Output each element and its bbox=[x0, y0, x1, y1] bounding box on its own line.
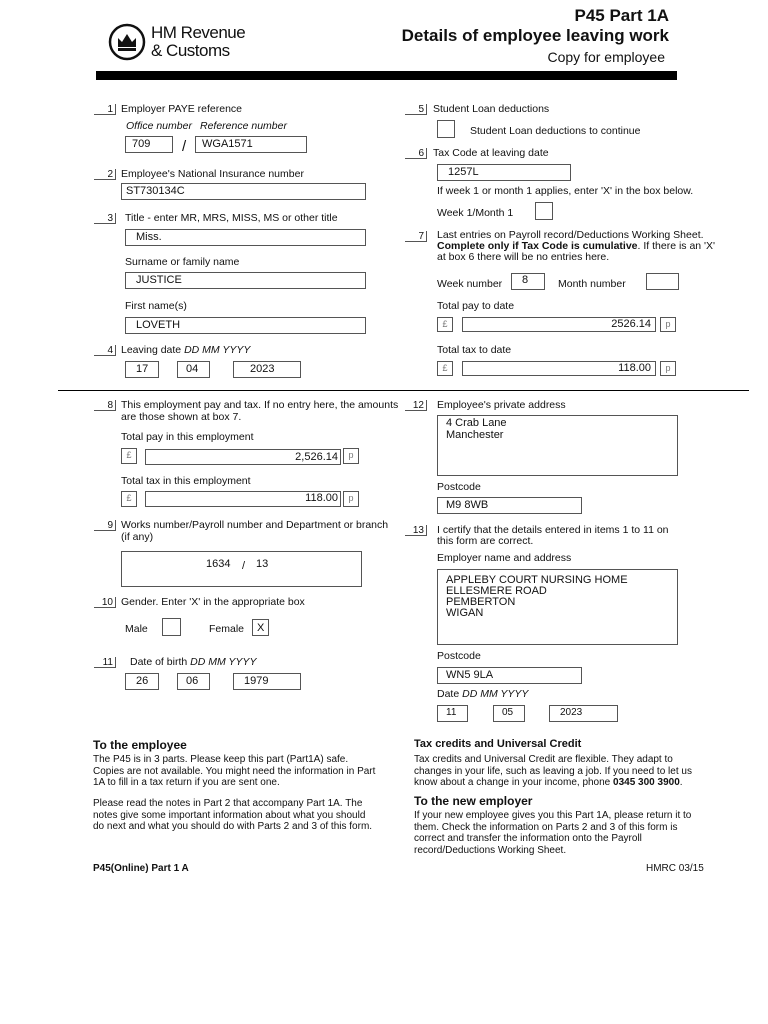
title-field[interactable]: Miss. bbox=[125, 229, 366, 246]
tax-employment-pence: p bbox=[343, 491, 359, 507]
box8-label: This employment pay and tax. If no entry here, the amounts are those shown at box 7. bbox=[121, 399, 399, 423]
works-number-field[interactable] bbox=[121, 551, 362, 587]
week1-checkbox[interactable] bbox=[535, 202, 553, 220]
works-number: 1634 bbox=[206, 558, 231, 570]
address-line-2: Manchester bbox=[446, 429, 504, 441]
certify-year-field[interactable]: 2023 bbox=[549, 705, 618, 722]
box2-label: Employee's National Insurance number bbox=[121, 168, 304, 180]
box-number-8: 8 bbox=[94, 400, 116, 411]
works-slash: / bbox=[242, 560, 246, 572]
pay-to-date-field[interactable]: 2526.14 bbox=[462, 317, 656, 332]
dob-label bbox=[130, 656, 256, 668]
week-number-field[interactable]: 8 bbox=[511, 273, 545, 290]
week1-label: Week 1/Month 1 bbox=[437, 207, 514, 219]
leaving-date-format: DD MM YYYY bbox=[184, 344, 251, 356]
box-number-1: 1 bbox=[94, 104, 116, 115]
certify-date-text: Date bbox=[437, 688, 460, 700]
new-employer-text: If your new employee gives you this Part 1A, please return it to them. Check the information on Parts 2 and 3 of this form is correct and transfer the information onto the Payroll record/Deductions Working Sheet. bbox=[414, 810, 692, 856]
certify-month-field[interactable]: 05 bbox=[493, 705, 525, 722]
private-address-field[interactable] bbox=[437, 415, 678, 476]
certify-date-label bbox=[437, 688, 528, 700]
tax-code-field[interactable]: 1257L bbox=[437, 164, 571, 181]
female-label: Female bbox=[209, 623, 245, 635]
address-line-1: 4 Crab Lane bbox=[446, 417, 507, 429]
tax-credits-end: . bbox=[679, 777, 683, 788]
total-tax-to-date-label: Total tax to date bbox=[437, 344, 512, 356]
box6-label: Tax Code at leaving date bbox=[433, 147, 549, 159]
box-number-7: 7 bbox=[405, 231, 427, 242]
box7-line2-bold: Complete only if Tax Code is cumulative bbox=[437, 240, 638, 252]
dob-format: DD MM YYYY bbox=[190, 656, 257, 668]
pay-to-date-pence: p bbox=[660, 317, 676, 332]
ref-slash: / bbox=[182, 138, 187, 155]
surname-label: Surname or family name bbox=[125, 256, 240, 268]
leaving-date-text: Leaving date bbox=[121, 344, 182, 356]
tax-to-date-pence: p bbox=[660, 361, 676, 376]
header-rule bbox=[96, 71, 677, 80]
pay-employment-pence: p bbox=[343, 448, 359, 464]
leaving-year-field[interactable]: 2023 bbox=[233, 361, 301, 378]
hmrc-version: HMRC 03/15 bbox=[646, 863, 704, 874]
month-number-field[interactable] bbox=[646, 273, 679, 290]
dob-day-field[interactable]: 26 bbox=[125, 673, 159, 690]
student-loan-continue-label: Student Loan deductions to continue bbox=[470, 125, 641, 137]
tax-credits-phone: 0345 300 3900 bbox=[613, 777, 680, 788]
box5-label: Student Loan deductions bbox=[433, 103, 550, 115]
pay-employment-field[interactable]: 2,526.14 bbox=[145, 449, 341, 465]
dob-year-field[interactable]: 1979 bbox=[233, 673, 301, 690]
office-number-field[interactable]: 709 bbox=[125, 136, 173, 153]
box-number-11: 11 bbox=[94, 657, 116, 668]
employer-postcode-label: Postcode bbox=[437, 650, 481, 662]
tax-credits-heading: Tax credits and Universal Credit bbox=[414, 738, 582, 750]
employer-line-1: APPLEBY COURT NURSING HOME bbox=[446, 574, 628, 586]
employer-address-field[interactable] bbox=[437, 569, 678, 645]
page-subtitle: Copy for employee bbox=[547, 49, 665, 65]
new-employer-heading: To the new employer bbox=[414, 794, 533, 808]
box-number-3: 3 bbox=[94, 213, 116, 224]
employer-address-label: Employer name and address bbox=[437, 552, 572, 564]
reference-number-field[interactable]: WGA1571 bbox=[195, 136, 307, 153]
form-reference: P45(Online) Part 1 A bbox=[93, 863, 189, 874]
employee-heading: To the employee bbox=[93, 738, 187, 752]
certify-date-format: DD MM YYYY bbox=[462, 688, 529, 700]
department: 13 bbox=[256, 558, 269, 570]
employee-paragraph-1: The P45 is in 3 parts. Please keep this part (Part1A) safe. Copies are not available. You might need the information in Part 1A to fill in a tax return if you are sent one. bbox=[93, 754, 376, 788]
logo-text: HM Revenue & Customs bbox=[151, 23, 246, 60]
box7-line1: Last entries on Payroll record/Deductions Working Sheet. bbox=[437, 229, 704, 241]
reference-number-label: Reference number bbox=[200, 120, 287, 132]
tax-employment-field[interactable]: 118.00 bbox=[145, 491, 341, 507]
pay-to-date-pound: £ bbox=[437, 317, 453, 332]
box10-label: Gender. Enter 'X' in the appropriate box bbox=[121, 596, 305, 608]
box13-line2: this form are correct. bbox=[437, 535, 534, 547]
box13-line1: I certify that the details entered in items 1 to 11 on bbox=[437, 524, 669, 536]
section-divider bbox=[58, 390, 749, 391]
surname-field[interactable]: JUSTICE bbox=[125, 272, 366, 289]
box-number-2: 2 bbox=[94, 169, 116, 180]
leaving-date-label bbox=[121, 344, 250, 356]
box9-label: Works number/Payroll number and Department or branch (if any) bbox=[121, 519, 389, 543]
form-code: P45 Part 1A bbox=[574, 6, 669, 25]
week1-note: If week 1 or month 1 applies, enter 'X' in the box below. bbox=[437, 185, 694, 197]
month-number-label: Month number bbox=[558, 278, 626, 290]
ni-number-field[interactable]: ST730134C bbox=[121, 183, 366, 200]
tax-employment-pound: £ bbox=[121, 491, 137, 507]
page-title: Details of employee leaving work bbox=[401, 26, 669, 45]
total-pay-employment-label: Total pay in this employment bbox=[121, 431, 254, 443]
employer-line-2: ELLESMERE ROAD bbox=[446, 585, 547, 597]
pay-employment-pound: £ bbox=[121, 448, 137, 464]
employer-line-4: WIGAN bbox=[446, 607, 484, 619]
total-tax-employment-label: Total tax in this employment bbox=[121, 475, 251, 487]
box1-label: Employer PAYE reference bbox=[121, 103, 242, 115]
box-number-9: 9 bbox=[94, 520, 116, 531]
box-number-6: 6 bbox=[405, 148, 427, 159]
box-number-10: 10 bbox=[94, 597, 116, 608]
tax-credits-text bbox=[414, 754, 709, 789]
box-number-13: 13 bbox=[405, 525, 427, 536]
week-number-label: Week number bbox=[437, 278, 503, 290]
dob-text: Date of birth bbox=[130, 656, 188, 668]
student-loan-checkbox[interactable] bbox=[437, 120, 455, 138]
total-pay-to-date-label: Total pay to date bbox=[437, 300, 515, 312]
box-number-5: 5 bbox=[405, 104, 427, 115]
crown-crest-icon bbox=[108, 22, 146, 62]
private-postcode-field[interactable]: M9 8WB bbox=[437, 497, 582, 514]
employer-line-3: PEMBERTON bbox=[446, 596, 516, 608]
leaving-day-field[interactable]: 17 bbox=[125, 361, 159, 378]
employer-postcode-field[interactable]: WN5 9LA bbox=[437, 667, 582, 684]
employee-paragraph-2: Please read the notes in Part 2 that accompany Part 1A. The notes give some important information about what you should do next and what you should do with Parts 2 and 3 of this form. bbox=[93, 798, 373, 832]
box-number-12: 12 bbox=[405, 400, 427, 411]
postcode-label: Postcode bbox=[437, 481, 481, 493]
certify-day-field[interactable]: 11 bbox=[437, 705, 468, 722]
box3-label: Title - enter MR, MRS, MISS, MS or other title bbox=[125, 212, 338, 224]
box-number-4: 4 bbox=[94, 345, 116, 356]
tax-to-date-pound: £ bbox=[437, 361, 453, 376]
office-number-label: Office number bbox=[126, 120, 192, 132]
male-label: Male bbox=[125, 623, 148, 635]
tax-credits-body: Tax credits and Universal Credit are flexible. They adapt to changes in your life, such as leaving a job. If you need to let us know about a change in your income, phone bbox=[414, 754, 692, 788]
first-name-field[interactable]: LOVETH bbox=[125, 317, 366, 334]
dob-month-field[interactable]: 06 bbox=[177, 673, 210, 690]
male-checkbox[interactable] bbox=[162, 618, 181, 636]
box7-line3: at box 6 there will be no entries here. bbox=[437, 251, 610, 263]
leaving-month-field[interactable]: 04 bbox=[177, 361, 210, 378]
first-name-label: First name(s) bbox=[125, 300, 187, 312]
tax-to-date-field[interactable]: 118.00 bbox=[462, 361, 656, 376]
box7-line2-rest: . If there is an 'X' bbox=[637, 240, 716, 252]
hmrc-logo bbox=[108, 22, 268, 62]
female-checkbox[interactable]: X bbox=[252, 619, 269, 636]
box12-label: Employee's private address bbox=[437, 399, 566, 411]
